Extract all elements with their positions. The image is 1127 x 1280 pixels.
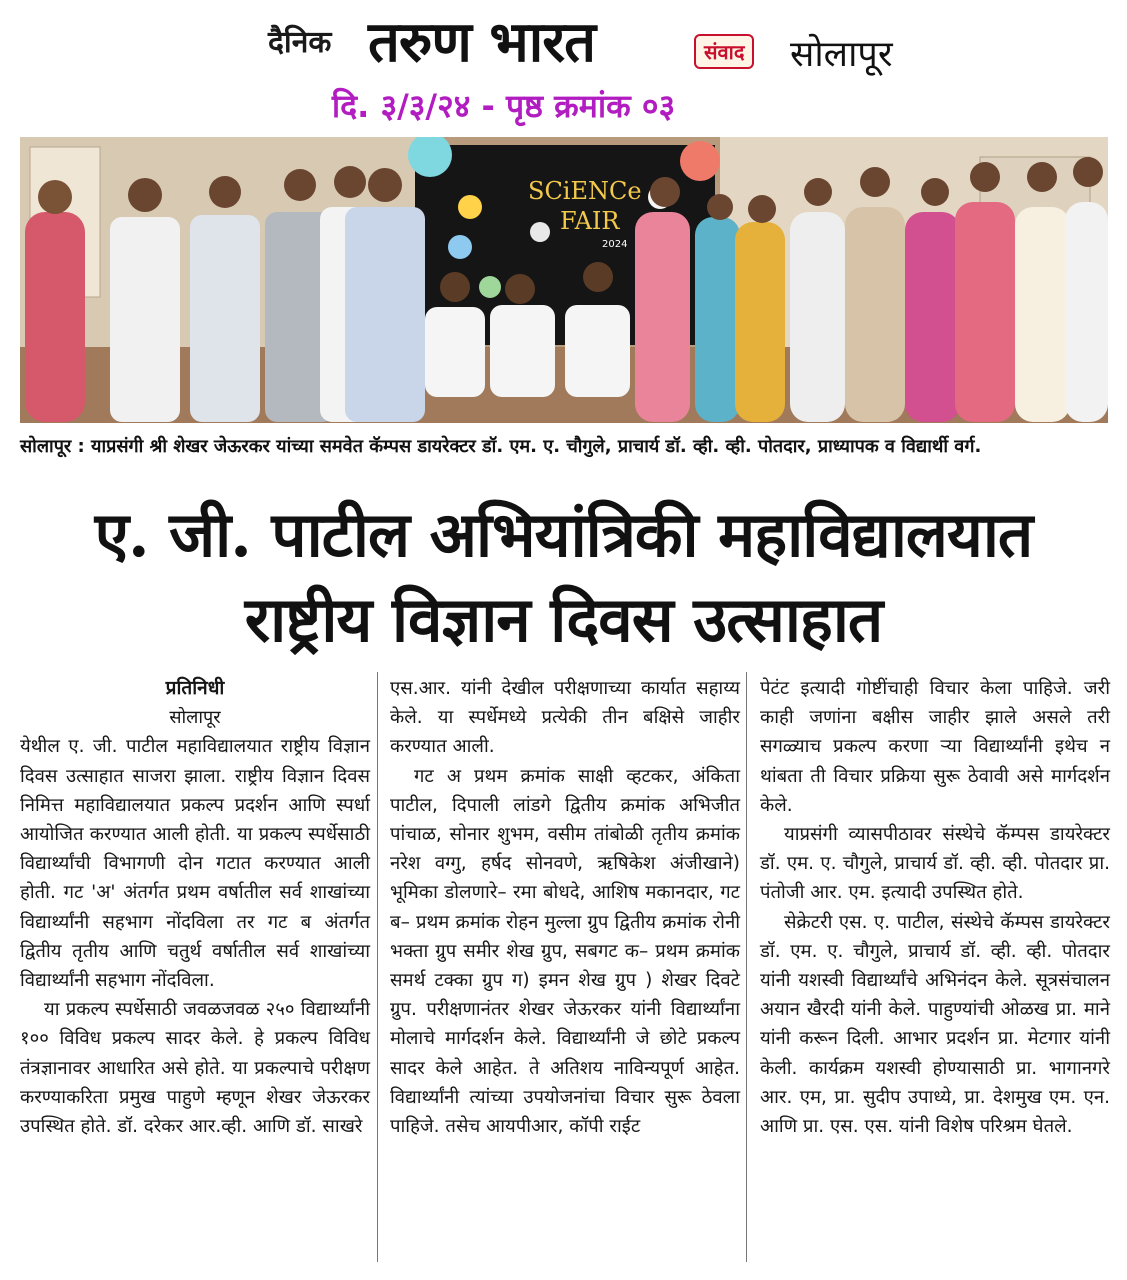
group-photo-illustration [20, 137, 1108, 423]
masthead [0, 8, 1127, 80]
seated-students [425, 262, 630, 397]
article-paragraph: गट अ प्रथम क्रमांक साक्षी व्हटकर, अंकिता पाटील, दिपाली लांडगे द्वितीय क्रमांक अभिजीत पांचाळ, सोनार शुभम, वसीम तांबोळी तृतीय क्रमांक नरेश वग्गु, हर्षद सोनवणे, ऋषिकेश अंजीखाने) भूमिका डोलणारे– रमा बोधदे, आशिष मकानदार, गट ब– प्रथम क्रमांक रोहन मुल्ला ग्रुप द्वितीय क्रमांक रोनी भक्ता ग्रुप समीर शेख ग्रुप, सबगट क– प्रथम क्रमांक समर्थ टक्का ग्रुप ग) इमन शेख ग्रुप ) शेखर दिवटे ग्रुप. परीक्षणानंतर शेखर जेऊरकर यांनी विद्यार्थ्यांना मोलाचे मार्गदर्शन केले. विद्यार्थ्यांनी जे छोटे प्रकल्प सादर केले आहेत. ते अतिशय नाविन्यपूर्ण आहेत. विद्यार्थ्यांनी त्यांच्या उपयोजनांचा विचार सुरू ठेवला पाहिजे. तसेच आयपीआर, कॉपी राईट [390, 765, 740, 1138]
dateline-text: दि. ३/३/२४ - पृष्ठ क्रमांक ०३ [331, 87, 676, 125]
article-column-3 [760, 674, 1110, 1141]
headline-line2: राष्ट्रीय विज्ञान दिवस उत्साहात [244, 583, 883, 656]
masthead-city: सोलापूर [790, 34, 893, 75]
article-paragraph: पेटंट इत्यादी गोष्टींचाही विचार केला पाहिजे. जरी काही जणांना बक्षीस जाहीर झाले असले तरी सगळ्याच प्रकल्प करणा ऱ्या विद्यार्थ्यांनी इथेच न थांबता ती विचार प्रक्रिया सुरू ठेवावी असे मार्गदर्शन केले. [760, 678, 1110, 816]
article-column-2 [390, 674, 740, 1141]
newspaper-title: तरुण भारत [368, 10, 596, 75]
headline-line1: ए. जी. पाटील अभियांत्रिकी महाविद्यालयात [94, 498, 1033, 571]
column-divider [746, 672, 747, 1262]
masthead-dainik: दैनिक [268, 25, 332, 60]
article-paragraph: याप्रसंगी व्यासपीठावर संस्थेचे कॅम्पस डायरेक्टर डॉ. एम. ए. चौगुले, प्राचार्य डॉ. व्ही. व्ही. पोतदार प्रा. पंतोजी आर. एम. इत्यादी उपस्थित होते. [760, 824, 1110, 904]
banner-line1: SCiENCe [528, 177, 642, 205]
headline [0, 492, 1127, 662]
article-paragraph: येथील ए. जी. पाटील महाविद्यालयात राष्ट्रीय विज्ञान दिवस उत्साहात साजरा झाला. राष्ट्रीय विज्ञान दिवस निमित्त महाविद्यालयात प्रकल्प प्रदर्शन आणि स्पर्धा आयोजित करण्यात आली होती. या प्रकल्प स्पर्धेसाठी विद्यार्थ्यांची विभागणी दोन गटात करण्यात आली होती. गट 'अ' अंतर्गत प्रथम वर्षातील सर्व शाखांच्या विद्यार्थ्यांनी सहभाग नोंदविला तर गट ब अंतर्गत द्वितीय तृतीय आणि चतुर्थ वर्षातील सर्व शाखांच्या विद्यार्थ्यांनी सहभाग नोंदविला. [20, 736, 370, 992]
article-column-1 [20, 674, 370, 1141]
samvad-badge: संवाद [694, 34, 754, 69]
byline-place: सोलापूर [169, 707, 221, 729]
banner-year: 2024 [602, 239, 628, 250]
article-paragraph: एस.आर. यांनी देखील परीक्षणाच्या कार्यात सहाय्य केले. या स्पर्धेमध्ये प्रत्येकी तीन बक्षिसे जाहीर करण्यात आली. [390, 678, 740, 758]
banner-line2: FAIR [560, 207, 620, 235]
event-photo [20, 137, 1108, 423]
article-paragraph: या प्रकल्प स्पर्धेसाठी जवळजवळ २५० विद्यार्थ्यांनी १०० विविध प्रकल्प सादर केले. हे प्रकल्प विविध तंत्रज्ञानावर आधारित असे होते. या प्रकल्पाचे परीक्षण करण्याकरिता प्रमुख पाहुणे म्हणून शेखर जेऊरकर उपस्थित होते. डॉ. दरेकर आर.व्ही. आणि डॉ. साखरे [20, 999, 370, 1138]
photo-caption: सोलापूर : याप्रसंगी श्री शेखर जेऊरकर यांच्या समवेत कॅम्पस डायरेक्टर डॉ. एम. ए. चौगुले, प्राचार्य डॉ. व्ही. व्ही. पोतदार, प्राध्यापक व विद्यार्थी वर्ग. [20, 436, 982, 457]
column-divider [377, 672, 378, 1262]
byline-name: प्रतिनिधी [165, 677, 225, 699]
article-paragraph: सेक्रेटरी एस. ए. पाटील, संस्थेचे कॅम्पस डायरेक्टर डॉ. एम. ए. चौगुले, प्राचार्य डॉ. व्ही. व्ही. पोतदार यांनी यशस्वी विद्यार्थ्यांचे अभिनंदन केले. सूत्रसंचालन अयान खैरदी यांनी केले. पाहुण्यांची ओळख प्रा. माने यांनी करून दिली. आभार प्रदर्शन प्रा. मेटगार यांनी केली. कार्यक्रम यशस्वी होण्यासाठी प्रा. भागानगरे आर. एम, प्रा. सुदीप उपाध्ये, प्रा. देशमुख एम. एन. आणि प्रा. एस. एस. यांनी विशेष परिश्रम घेतले. [760, 911, 1110, 1138]
dateline [0, 84, 1127, 127]
